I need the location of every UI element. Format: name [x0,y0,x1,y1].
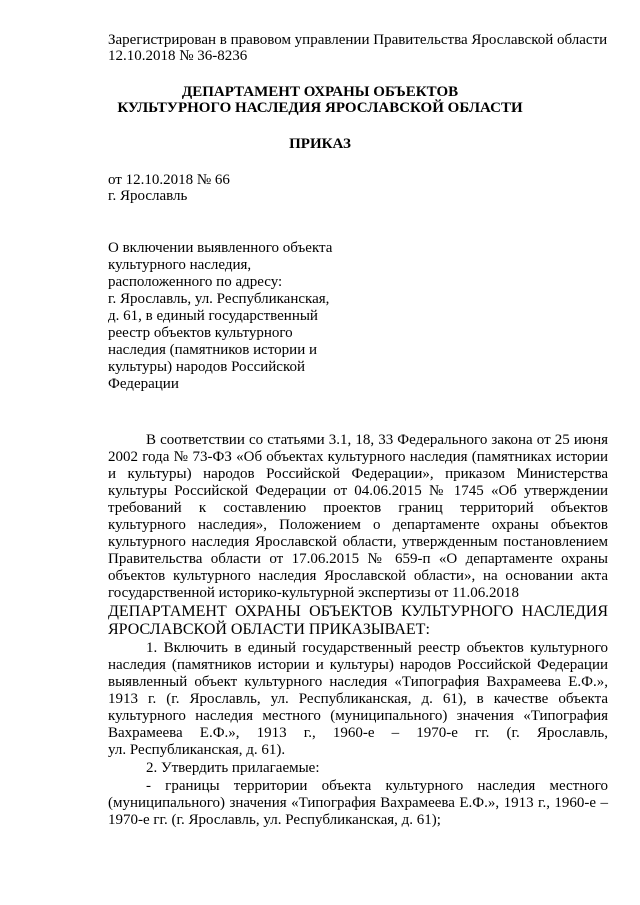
orders-heading-line: ДЕПАРТАМЕНТ ОХРАНЫ ОБЪЕКТОВ КУЛЬТУРНОГО НАСЛЕДИЯ [108,603,608,620]
date-number: от 12.10.2018 № 66 [108,172,230,188]
order-item-2-sub-line: - границы территории объекта культурного наследия местного [146,778,608,794]
order-item-2-sub-line: (муниципального) значения «Типография Вахрамеева Е.Ф.», 1913 г., 1960-е – [108,795,608,811]
subject-line: Федерации [108,376,179,392]
order-item-1-line: культурного наследия местного (муниципального) значения «Типография [108,708,608,724]
order-item-2-sub-line: 1970-е гг. (г. Ярославль, ул. Республиканская, д. 61); [108,812,441,828]
subject-line: культурного наследия, [108,257,252,273]
preamble-line: требований к составлению проектов границ территорий объектов [108,500,608,516]
subject-line: культуры) народов Российской [108,359,305,375]
order-item-1-line: Вахрамеева Е.Ф.», 1913 г., 1960-е – 1970-е гг. (г. Ярославль, [108,725,608,741]
order-item-1-line: выявленный объект культурного наследия «Типография Вахрамеева Е.Ф.», [108,674,608,690]
preamble-line: 2002 года № 73-ФЗ «Об объектах культурного наследия (памятниках истории [108,449,608,465]
subject-line: д. 61, в единый государственный [108,308,318,324]
preamble-line: культуры Российской Федерации от 04.06.2015 № 1745 «Об утверждении [108,483,608,499]
subject-line: О включении выявленного объекта [108,240,333,256]
orders-heading-line: ЯРОСЛАВСКОЙ ОБЛАСТИ ПРИКАЗЫВАЕТ: [108,621,430,638]
order-item-1-line: 1. Включить в единый государственный реестр объектов культурного [146,640,608,656]
document-type: ПРИКАЗ [289,136,351,152]
subject-line: г. Ярославль, ул. Республиканская, [108,291,330,307]
subject-line: реестр объектов культурного [108,325,293,341]
subject-line: расположенного по адресу: [108,274,283,290]
subject-line: наследия (памятников истории и [108,342,318,358]
department-title-line-2: КУЛЬТУРНОГО НАСЛЕДИЯ ЯРОСЛАВСКОЙ ОБЛАСТИ [117,100,523,116]
order-item-1-line: 1913 г. (г. Ярославль, ул. Республиканская, д. 61), в качестве объекта [108,691,608,707]
preamble-line: В соответствии со статьями 3.1, 18, 33 Федерального закона от 25 июня [146,432,608,448]
registration-line-1: Зарегистрирован в правовом управлении Правительства Ярославской области [108,32,608,48]
preamble-line: государственной историко-культурной экспертизы от 11.06.2018 [108,585,519,601]
preamble-line: и культуры) народов Российской Федерации», приказом Министерства [108,466,608,482]
preamble-line: культурного наследия», Положением о департаменте охраны объектов [108,517,608,533]
registration-line-2: 12.10.2018 № 36-8236 [108,48,248,64]
preamble-line: объектов культурного наследия Ярославской области», на основании акта [108,568,608,584]
preamble-line: Правительства области от 17.06.2015 № 659-п «О департаменте охраны [108,551,608,567]
order-item-1-line: ул. Республиканская, д. 61). [108,742,286,758]
preamble-line: культурного наследия Ярославской области, утвержденным постановлением [108,534,608,550]
order-item-2: 2. Утвердить прилагаемые: [146,760,320,776]
order-item-1-line: наследия (памятников истории и культуры) народов Российской Федерации [108,657,608,673]
department-title-line-1: ДЕПАРТАМЕНТ ОХРАНЫ ОБЪЕКТОВ [181,84,459,100]
city: г. Ярославль [108,188,188,204]
